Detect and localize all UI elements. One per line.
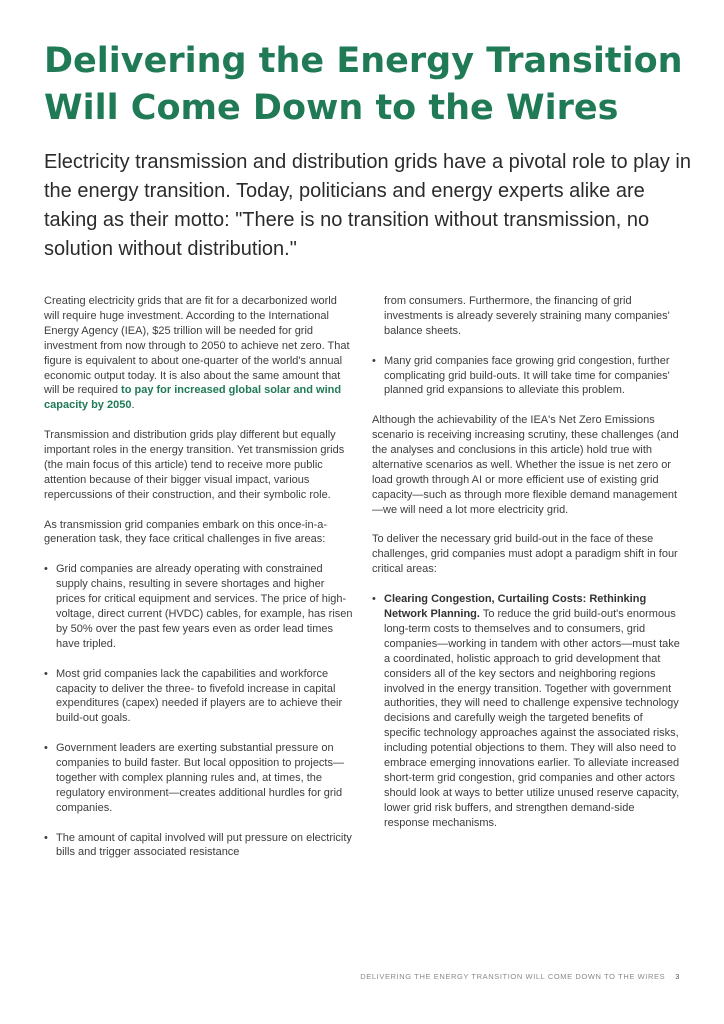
bullet-icon: •: [372, 593, 376, 606]
list-item: [44, 562, 354, 651]
page-title: [44, 38, 694, 132]
right-column: [372, 294, 682, 845]
critical-areas-list: [372, 592, 682, 831]
area-heading: Clearing Congestion, Curtailing Costs: Rethinking Network Planning.: [384, 593, 647, 620]
intro-period: .: [131, 399, 135, 412]
bullet-continuation: from consumers. Furthermore, the financing of grid investments is already severely straining many companies' balance sheets.: [384, 295, 670, 337]
list-item: [44, 831, 354, 861]
intro-text: Creating electricity grids that are fit for a decarbonized world will require huge investment. According to the International Energy Agency (IEA), $25 trillion will be needed for grid investment from now through to 2050 to achieve net zero. That figure is equivalent to about one-quarter of the world's annual economic output today. It is also about the same amount that will be required: [44, 295, 350, 397]
intro-paragraph: [44, 294, 354, 413]
list-item-text: The amount of capital involved will put pressure on electricity bills and trigger associated resistance: [56, 831, 352, 859]
area-text: To reduce the grid build-out's enormous long-term costs to themselves and to consumers, grid companies—working in tandem with other actors—must take a coordinated, holistic approach to grid development that considers all of the key sectors and neighboring regions involved in the energy transition. Together with government authorities, they will need to challenge expensive technology decisions and carefully weigh the targeted benefits of specific technology approaches against the associated risks, including potential objections to them. They will also need to embrace emerging innovations earlier. To alleviate increased short-term grid congestion, grid companies and other actors should look at ways to better utilize unused reserve capacity, lower grid risk buffers, and strengthen demand-side response mechanisms.: [384, 607, 680, 829]
title-line-2: Will Come Down to the Wires: [44, 88, 619, 128]
list-item: [372, 592, 682, 831]
challenges-list: [44, 562, 354, 860]
challenges-intro-paragraph: As transmission grid companies embark on this once-in-a-generation task, they face critical challenges in five areas:: [44, 518, 328, 546]
bullet-icon: •: [44, 831, 48, 844]
page-number: 3: [675, 972, 680, 981]
bullet-icon: •: [44, 563, 48, 576]
net-zero-paragraph: Although the achievability of the IEA's Net Zero Emissions scenario is receiving increasing scrutiny, these challenges (and the analyses and conclusions in this article) hold true with alternative scenarios as well. Whether the issue is net zero or load growth through AI or more efficient use of existing grid capacity—such as through more flexible demand management—we will need a lot more electricity grid.: [372, 414, 679, 516]
title-line-1: Delivering the Energy Transition: [44, 41, 683, 81]
list-item-text: Most grid companies lack the capabilities and workforce capacity to deliver the three- to fivefold increase in capital expenditures (capex) needed if players are to achieve their build-out goals.: [56, 667, 343, 725]
list-item: [44, 741, 354, 816]
page-footer: [360, 972, 680, 981]
lead-paragraph: Electricity transmission and distribution grids have a pivotal role to play in the energy transition. Today, politicians and energy experts alike are taking as their motto: "There is no transition without transmission, no solution without distribution.": [44, 151, 691, 260]
challenges-list-continued: [372, 354, 682, 399]
list-item-text: Many grid companies face growing grid congestion, further complicating grid build-outs. It will take time for companies' planned grid expansions to alleviate this problem.: [384, 354, 670, 397]
paradigm-shift-paragraph: To deliver the necessary grid build-out in the face of these challenges, grid companies must adopt a paradigm shift in four critical areas:: [372, 533, 678, 576]
list-item-text: Grid companies are already operating with constrained supply chains, resulting in severe shortages and higher prices for critical equipment and services. The price of high-voltage, direct current (HVDC) cables, for example, has risen by 50% over the past few years even as order lead times have tripled.: [56, 563, 353, 650]
bullet-icon: •: [372, 354, 376, 367]
list-item-text: Government leaders are exerting substantial pressure on companies to build faster. But local opposition to projects—together with complex planning rules and, at times, the regulatory environment—creates additional hurdles for grid companies.: [56, 742, 344, 814]
list-item: [44, 667, 354, 727]
bullet-icon: •: [44, 667, 48, 680]
left-column: [44, 294, 354, 860]
bullet-icon: •: [44, 742, 48, 755]
grids-roles-paragraph: Transmission and distribution grids play different but equally important roles in the energy transition. Yet transmission grids (the main focus of this article) tend to receive more public attention because of their bigger visual impact, various repercussions of their construction, and their symbolic role.: [44, 429, 345, 501]
running-title: DELIVERING THE ENERGY TRANSITION WILL COME DOWN TO THE WIRES: [360, 972, 666, 981]
list-item: [372, 354, 682, 399]
solar-wind-capacity-link[interactable]: to pay for increased global solar and wind capacity by 2050: [44, 384, 342, 412]
